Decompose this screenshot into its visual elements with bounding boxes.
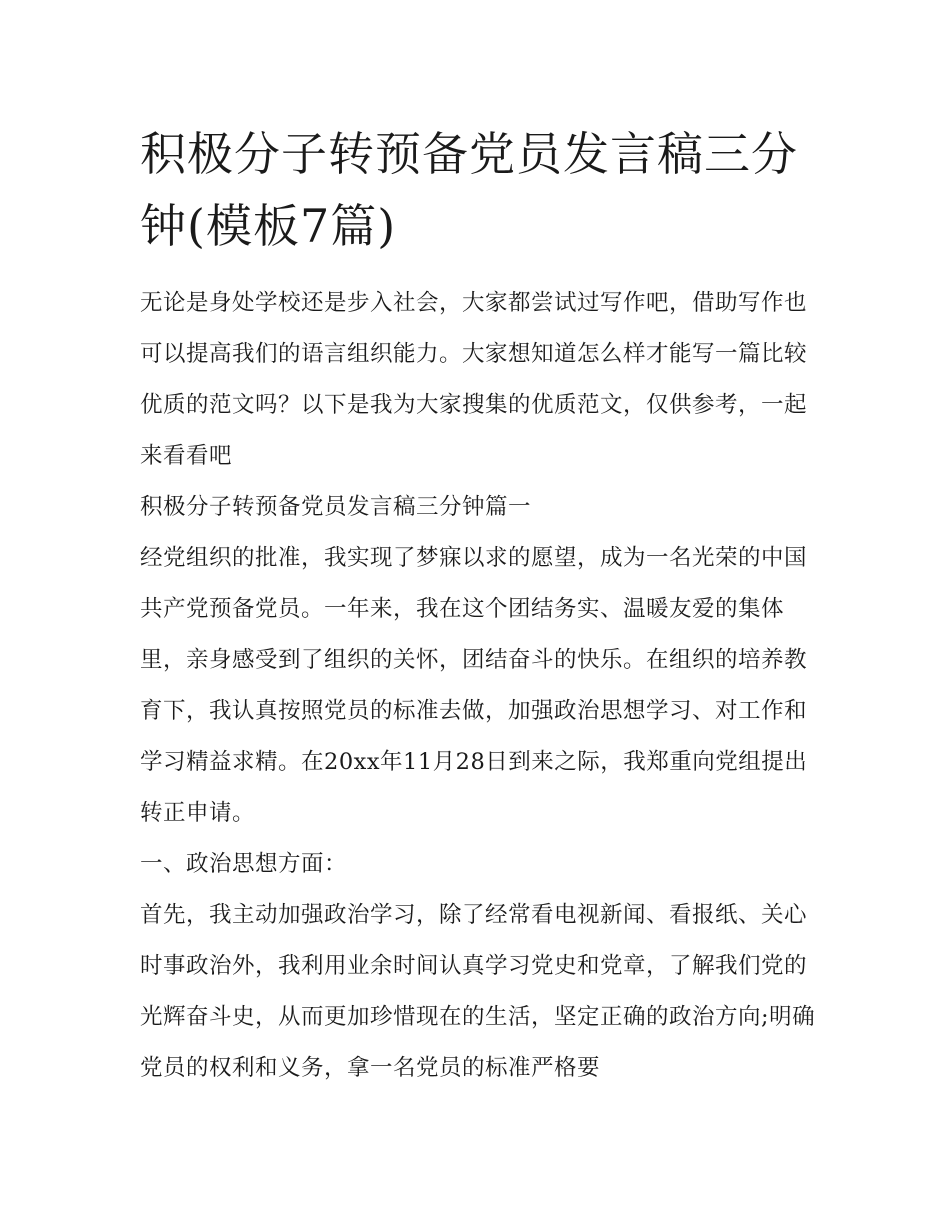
section-heading: 积极分子转预备党员发言稿三分钟篇一 <box>140 494 532 520</box>
subsection-heading: 一、政治思想方面： <box>140 851 348 877</box>
intro-paragraph: 无论是身处学校还是步入社会，大家都尝试过写作吧，借助写作也可以提高我们的语言组织能力。大家想知道怎么样才能写一篇比较优质的范文吗？以下是我为大家搜集的优质范文，仅供参考，一起来看看吧 <box>140 290 808 469</box>
body-paragraph: 首先，我主动加强政治学习，除了经常看电视新闻、看报纸、关心时事政治外，我利用业余时间认真学习党史和党章，了解我们党的光辉奋斗史，从而更加珍惜现在的生活，坚定正确的政治方向;明确党员的权利和义务，拿一名党员的标准严格要 <box>140 902 816 1081</box>
document-page <box>140 118 820 1094</box>
document-title: 积极分子转预备党员发言稿三分钟(模板7篇) <box>140 127 798 253</box>
body-paragraph: 经党组织的批准，我实现了梦寐以求的愿望，成为一名光荣的中国共产党预备党员。一年来，我在这个团结务实、温暖友爱的集体里，亲身感受到了组织的关怀，团结奋斗的快乐。在组织的培养教育下，我认真按照党员的标准去做，加强政治思想学习、对工作和学习精益求精。在20xx年11月28日到来之际，我郑重向党组提出转正申请。 <box>140 545 808 826</box>
